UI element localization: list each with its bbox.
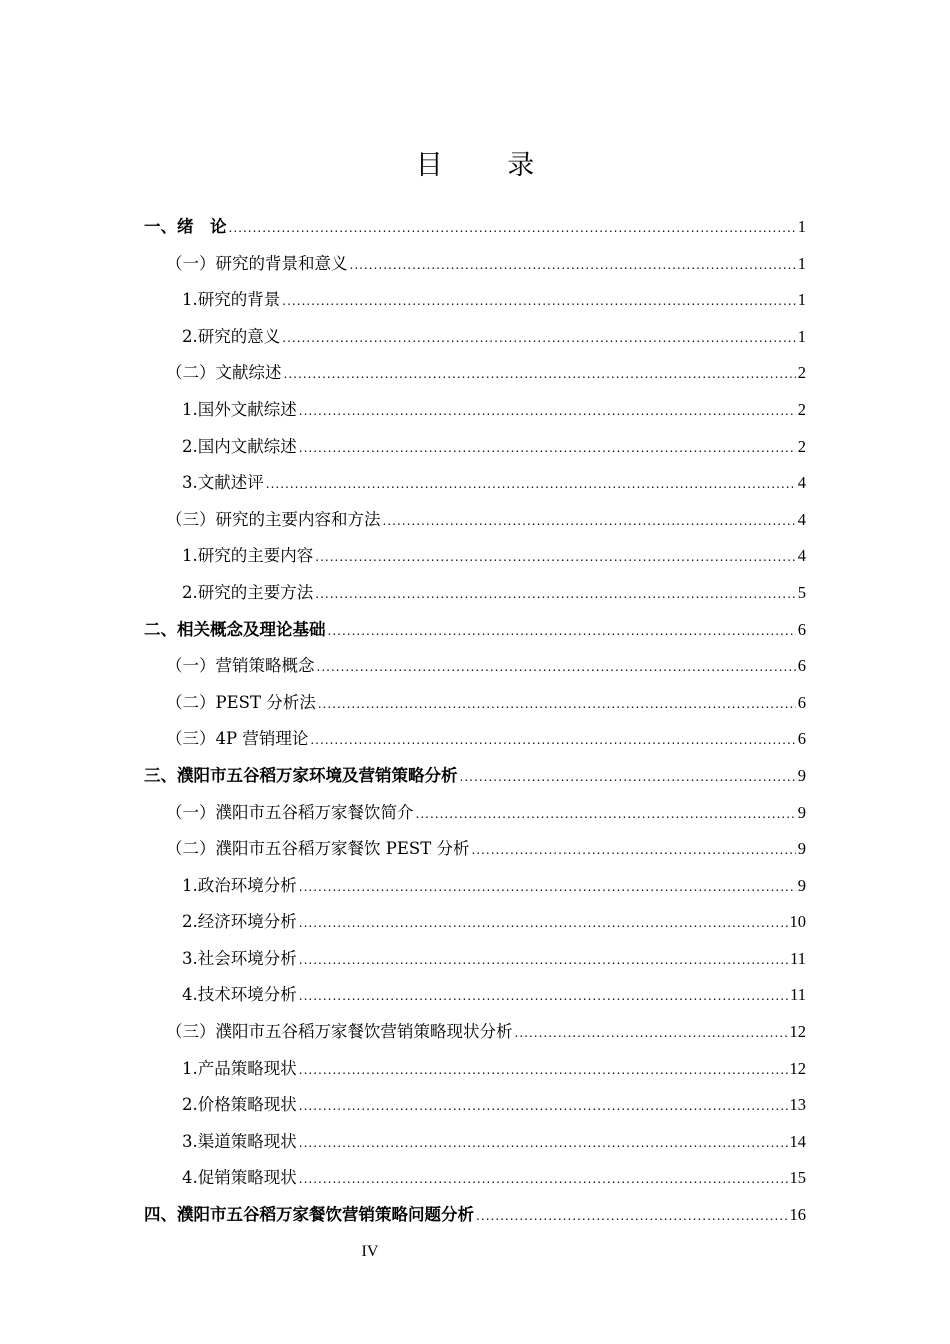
toc-entry-page: 4 [797,546,806,566]
dot-leader [266,466,796,503]
dot-leader [299,430,796,467]
toc-entry-page: 6 [797,692,806,712]
toc-entry[interactable] [144,1051,806,1088]
toc-entry-label: 1.政治环境分析 [182,875,297,895]
toc-entry-label: 2.国内文献综述 [182,436,297,456]
toc-entry-page: 2 [797,436,806,456]
toc-entry-page: 6 [797,619,806,639]
toc-entry-page: 2 [797,363,806,383]
toc-entry-page: 13 [789,1095,806,1115]
toc-entry-label: 1.研究的主要内容 [182,546,314,566]
toc-entry-label: 3.渠道策略现状 [182,1131,297,1151]
toc-entry-label: （二）文献综述 [166,363,282,383]
toc-entry[interactable] [144,612,806,649]
toc-entry-page: 1 [797,217,806,236]
toc-entry-label: （一）濮阳市五谷稻万家餐饮简介 [166,802,414,822]
page-number: IV [361,1243,379,1260]
toc-entry-label: 3.文献述评 [182,473,264,493]
toc-entry-label: 四、濮阳市五谷稻万家餐饮营销策略问题分析 [144,1205,474,1225]
toc-entry-page: 11 [790,948,806,968]
dot-leader [299,1088,788,1125]
dot-leader [284,356,796,393]
toc-entry[interactable] [144,904,806,941]
dot-leader [299,905,788,942]
dot-leader [310,722,795,759]
toc-entry-label: （一）研究的背景和意义 [166,253,348,273]
toc-entry-label: 2.研究的主要方法 [182,582,314,602]
toc-entry[interactable] [144,941,806,978]
toc-entry-page: 9 [797,875,806,895]
toc-entry-label: 一、绪 论 [144,217,227,236]
toc-entry-label: 4.技术环境分析 [182,985,297,1005]
toc-entry[interactable] [144,758,806,795]
toc-entry-label: （二）濮阳市五谷稻万家餐饮 PEST 分析 [166,839,470,859]
toc-entry-page: 15 [789,1168,806,1188]
toc-entry-page: 6 [797,656,806,676]
toc-entry-label: 二、相关概念及理论基础 [144,619,326,639]
toc-entry-page: 1 [797,326,806,346]
dot-leader [315,576,796,613]
toc-entry[interactable] [144,429,806,466]
dot-leader [328,613,796,650]
dot-leader [471,832,795,869]
dot-leader [317,649,796,686]
toc-entry[interactable] [144,319,806,356]
toc-entry-label: 2.价格策略现状 [182,1095,297,1115]
dot-leader [315,539,796,576]
dot-leader [350,247,796,284]
toc-entry-page: 1 [797,290,806,310]
toc-entry[interactable] [144,1160,806,1197]
dot-leader [318,686,796,723]
toc-entry-label: 1.产品策略现状 [182,1058,297,1078]
toc-entry-label: 2.研究的意义 [182,326,281,346]
toc-entry[interactable] [144,355,806,392]
toc-entry-page: 9 [797,839,806,859]
toc-entry[interactable] [144,685,806,722]
toc-entry-page: 12 [789,1058,806,1078]
toc-entry-page: 11 [790,985,806,1005]
toc-entry[interactable] [144,977,806,1014]
toc-entry-page: 4 [797,473,806,493]
dot-leader [515,1015,788,1052]
toc-entry-label: （二）PEST 分析法 [166,692,316,712]
toc-entry-page: 6 [797,729,806,749]
toc-entry[interactable] [144,721,806,758]
toc-entry[interactable] [144,465,806,502]
page-title: 目 录 [415,150,563,181]
toc-entry-page: 14 [789,1131,806,1151]
toc-entry-page: 4 [797,509,806,529]
dot-leader [383,503,796,540]
toc-entry-label: 1.研究的背景 [182,290,281,310]
dot-leader [299,1052,788,1089]
toc-entry-page: 5 [797,582,806,602]
toc-entry[interactable] [144,795,806,832]
table-of-contents [144,209,806,1234]
dot-leader [299,1125,788,1162]
dot-leader [299,869,796,906]
toc-entry-page: 16 [789,1205,806,1225]
dot-leader [299,942,788,979]
dot-leader [282,283,796,320]
toc-entry[interactable] [144,1087,806,1124]
toc-entry[interactable] [144,575,806,612]
toc-entry-label: （三）研究的主要内容和方法 [166,509,381,529]
toc-entry-label: （一）营销策略概念 [166,656,315,676]
toc-entry[interactable] [144,868,806,905]
dot-leader [460,759,796,796]
toc-entry[interactable] [144,1124,806,1161]
toc-entry-label: 三、濮阳市五谷稻万家环境及营销策略分析 [144,765,458,785]
dot-leader [282,320,796,357]
toc-entry-page: 10 [789,912,806,932]
toc-entry-label: 4.促销策略现状 [182,1168,297,1188]
toc-entry-page: 2 [797,399,806,419]
dot-leader [229,210,796,247]
toc-entry-page: 9 [797,802,806,822]
toc-entry-page: 9 [797,765,806,785]
toc-entry-label: 3.社会环境分析 [182,948,297,968]
toc-entry[interactable] [144,392,806,429]
toc-entry[interactable] [144,246,806,283]
toc-entry-label: 1.国外文献综述 [182,399,297,419]
toc-entry-label: （三）濮阳市五谷稻万家餐饮营销策略现状分析 [166,1022,513,1042]
toc-entry[interactable] [144,502,806,539]
toc-entry[interactable] [144,1014,806,1051]
toc-entry-page: 1 [797,253,806,273]
dot-leader [299,1161,788,1198]
dot-leader [416,796,796,833]
dot-leader [299,978,788,1015]
toc-entry[interactable] [144,648,806,685]
toc-entry[interactable] [144,1197,806,1234]
toc-entry[interactable] [144,538,806,575]
dot-leader [299,393,796,430]
toc-entry[interactable] [144,209,806,246]
dot-leader [476,1198,788,1235]
toc-entry-label: 2.经济环境分析 [182,912,297,932]
toc-entry-page: 12 [789,1022,806,1042]
toc-entry[interactable] [144,831,806,868]
toc-entry-label: （三）4P 营销理论 [166,729,309,749]
toc-entry[interactable] [144,282,806,319]
